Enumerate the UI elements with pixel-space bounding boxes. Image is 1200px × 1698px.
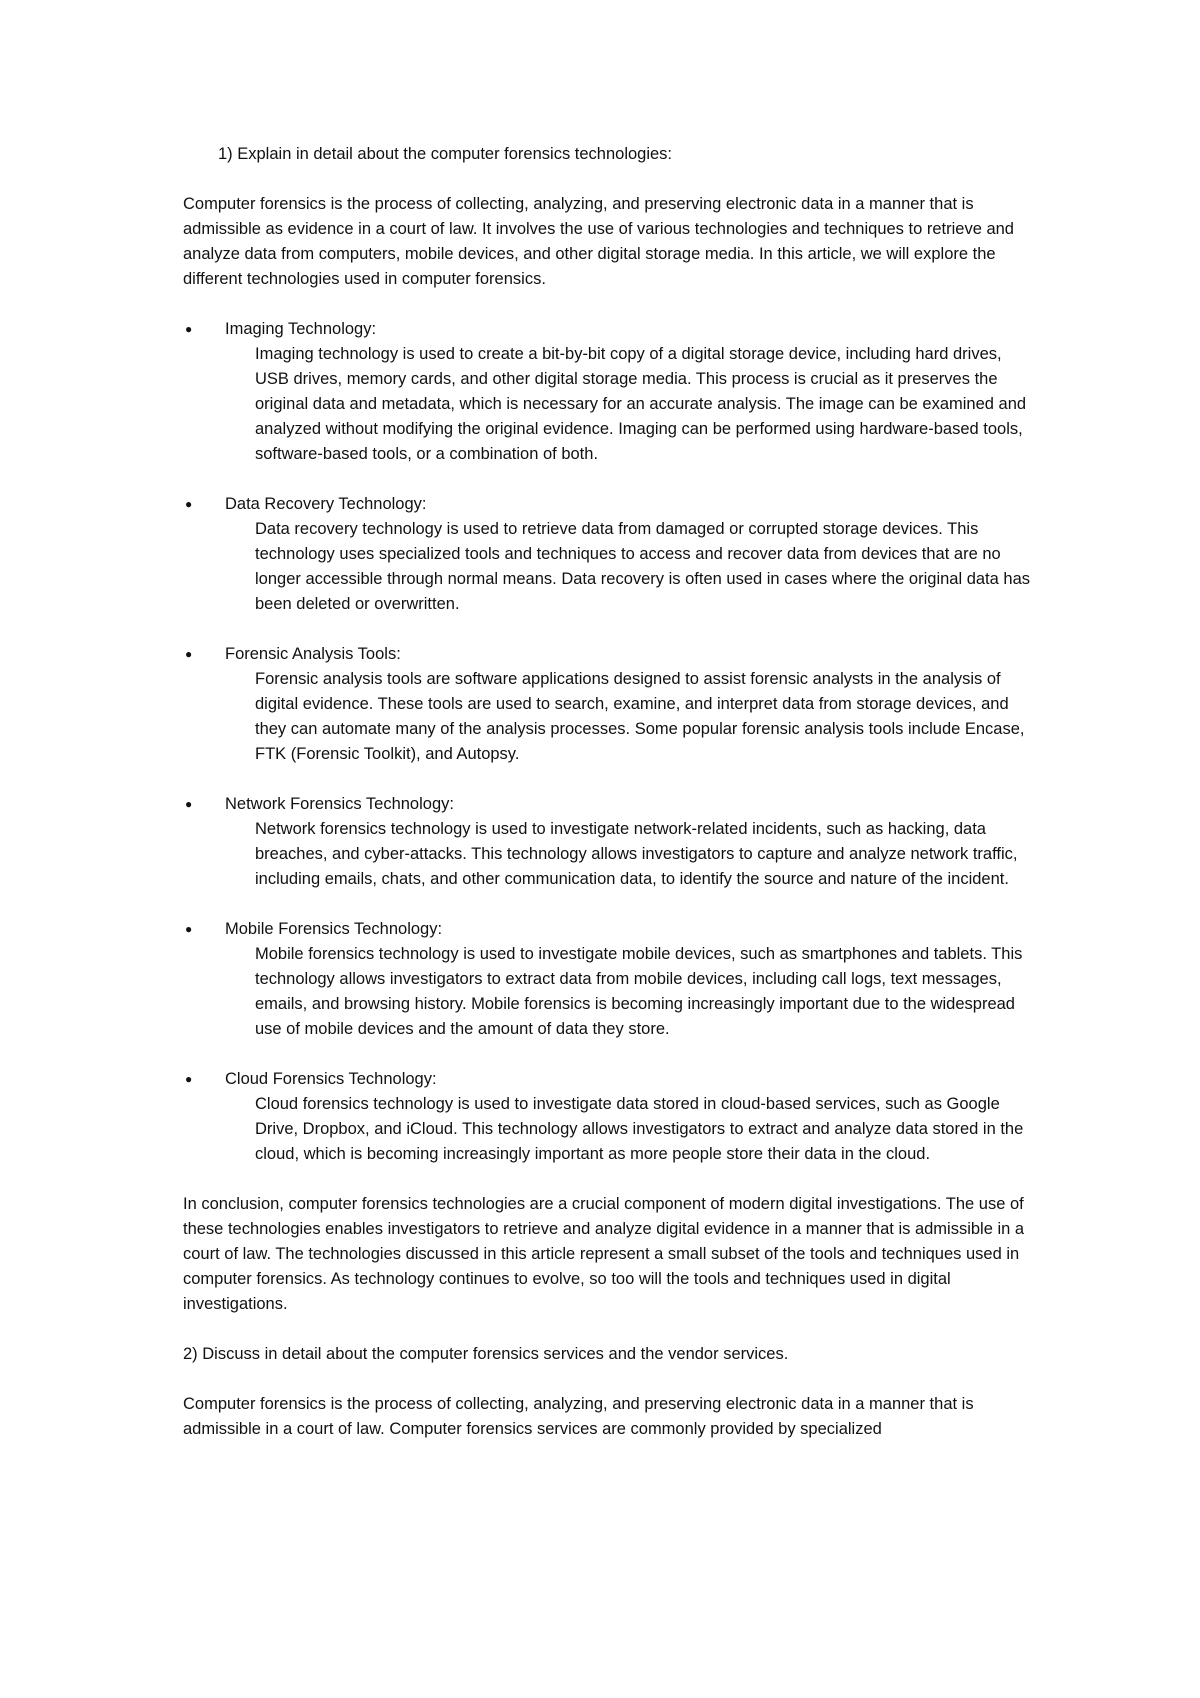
section2-intro-paragraph: Computer forensics is the process of collecting, analyzing, and preserving electronic data in a manner that is admissible in a court of law. Computer forensics services are commonly provided by specialized bbox=[183, 1395, 974, 1438]
technology-description: Imaging technology is used to create a bit-by-bit copy of a digital storage device, including hard drives, USB drives, memory cards, and other digital storage media. This process is crucial as it preserves the original data and metadata, which is necessary for an accurate analysis. The image can be examined and analyzed without modifying the original evidence. Imaging can be performed using hardware-based tools, software-based tools, or a combination of both. bbox=[255, 345, 1027, 463]
list-item-forensic-analysis bbox=[183, 642, 1033, 767]
bullet-icon: ● bbox=[185, 1072, 193, 1086]
spacer bbox=[183, 292, 1033, 317]
technology-title: Network Forensics Technology: bbox=[225, 795, 454, 813]
technology-title: Imaging Technology: bbox=[225, 320, 377, 338]
section1-conclusion-paragraph: In conclusion, computer forensics technologies are a crucial component of modern digital investigations. The use of these technologies enables investigators to retrieve and analyze digital evidence in a manner that is admissible in a court of law. The technologies discussed in this article represent a small subset of the tools and techniques used in computer forensics. As technology continues to evolve, so too will the tools and techniques used in digital investigations. bbox=[183, 1195, 1025, 1313]
spacer bbox=[183, 1317, 1033, 1342]
technology-title: Data Recovery Technology: bbox=[225, 495, 427, 513]
list-item-network-forensics bbox=[183, 792, 1033, 892]
document-body bbox=[183, 142, 1033, 1442]
section1-intro-paragraph: Computer forensics is the process of collecting, analyzing, and preserving electronic data in a manner that is admissible as evidence in a court of law. It involves the use of various technologies and techniques to retrieve and analyze data from computers, mobile devices, and other digital storage media. In this article, we will explore the different technologies used in computer forensics. bbox=[183, 195, 1014, 288]
technology-title: Mobile Forensics Technology: bbox=[225, 920, 443, 938]
bullet-icon: ● bbox=[185, 322, 193, 336]
bullet-icon: ● bbox=[185, 497, 193, 511]
bullet-icon: ● bbox=[185, 797, 193, 811]
bullet-icon: ● bbox=[185, 647, 193, 661]
bullet-icon: ● bbox=[185, 922, 193, 936]
technology-description: Cloud forensics technology is used to investigate data stored in cloud-based services, such as Google Drive, Dropbox, and iCloud. This technology allows investigators to extract and analyze data stored in the cloud, which is becoming increasingly important as more people store their data in the cloud. bbox=[255, 1095, 1024, 1163]
list-item-imaging bbox=[183, 317, 1033, 467]
technology-description: Data recovery technology is used to retrieve data from damaged or corrupted storage devices. This technology uses specialized tools and techniques to access and recover data from devices that are no longer accessible through normal means. Data recovery is often used in cases where the original data has been deleted or overwritten. bbox=[255, 520, 1031, 613]
technology-description: Forensic analysis tools are software applications designed to assist forensic analysts in the analysis of digital evidence. These tools are used to search, examine, and interpret data from storage devices, and they can automate many of the analysis processes. Some popular forensic analysis tools include Encase, FTK (Forensic Toolkit), and Autopsy. bbox=[255, 670, 1025, 763]
section1-heading: 1) Explain in detail about the computer forensics technologies: bbox=[218, 145, 673, 163]
spacer bbox=[183, 1167, 1033, 1192]
spacer bbox=[183, 1367, 1033, 1392]
list-item-mobile-forensics bbox=[183, 917, 1033, 1042]
section2-heading: 2) Discuss in detail about the computer forensics services and the vendor services. bbox=[183, 1345, 789, 1363]
technology-description: Network forensics technology is used to investigate network-related incidents, such as hacking, data breaches, and cyber-attacks. This technology allows investigators to capture and analyze network traffic, including emails, chats, and other communication data, to identify the source and nature of the incident. bbox=[255, 820, 1018, 888]
spacer bbox=[183, 167, 1033, 192]
technology-title: Forensic Analysis Tools: bbox=[225, 645, 401, 663]
technologies-list bbox=[183, 317, 1033, 1167]
list-item-data-recovery bbox=[183, 492, 1033, 617]
list-item-cloud-forensics bbox=[183, 1067, 1033, 1167]
technology-title: Cloud Forensics Technology: bbox=[225, 1070, 437, 1088]
technology-description: Mobile forensics technology is used to investigate mobile devices, such as smartphones and tablets. This technology allows investigators to extract data from mobile devices, including call logs, text messages, emails, and browsing history. Mobile forensics is becoming increasingly important due to the widespread use of mobile devices and the amount of data they store. bbox=[255, 945, 1023, 1038]
